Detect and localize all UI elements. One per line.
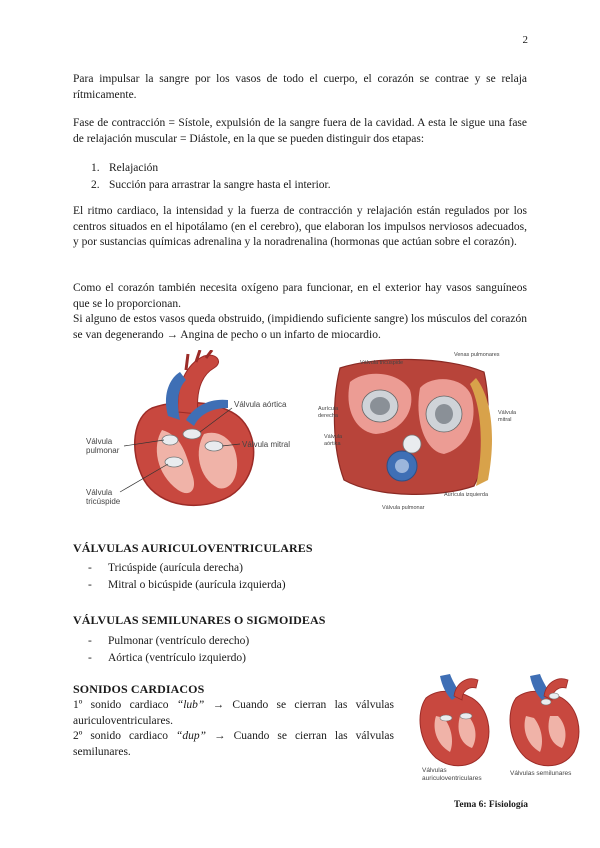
paragraph-text: Fase de contracción = Sístole, expulsión de la sangre fuera de la cavidad. A esta le sigue una fase de relajación muscular = Diástole, en la que se pueden distinguir dos etapas:: [73, 117, 527, 145]
sound-description: → Cuando se cierran las válvulas semilunares.: [73, 730, 394, 758]
valve-section-illustration: [316, 348, 528, 516]
heading-semilunar-valves: VÁLVULAS SEMILUNARES O SIGMOIDEAS: [73, 613, 326, 627]
paragraph-text: Si alguno de estos vasos queda obstruido, (impidiendo suficiente sangre) los músculos del corazón se van degenerando → Angina de pecho o un infarto de miocardio.: [73, 313, 527, 341]
label-aortic-valve-line2: aórtica: [324, 441, 341, 447]
list-text: Aórtica (ventrículo izquierdo): [108, 651, 246, 664]
label-pulmonary-valve-line1: Válvula: [86, 437, 113, 446]
heart-semilunar-valves-closed: [510, 674, 579, 766]
sound-word-dup: “dup”: [175, 730, 207, 742]
list-text: Relajación: [109, 162, 159, 174]
label-aortic-valve-line1: Válvula: [324, 434, 343, 440]
list-text: Pulmonar (ventrículo derecho): [108, 635, 250, 647]
second-sound: [73, 729, 394, 760]
paragraph-regulation: [73, 204, 527, 251]
valve-closed: [440, 715, 452, 721]
label-tricuspid-valve-line1: Válvula: [86, 488, 113, 497]
heart-cutaway-illustration: [82, 350, 307, 512]
label-right-atrium-line2: derecha: [318, 413, 338, 419]
paragraph-text: Para impulsar la sangre por los vasos de todo el cuerpo, el corazón se contrae y se relaja rítmicamente.: [73, 73, 527, 101]
sound-word-lub: “lub”: [176, 699, 205, 711]
semilunar-valves-list: [88, 633, 249, 666]
list-item: [73, 160, 331, 177]
pulmonary-valve: [162, 435, 178, 445]
first-sound: [73, 698, 394, 729]
page-number: 2: [522, 34, 528, 46]
valve-closed: [549, 693, 559, 699]
footer-title: Tema 6: Fisiología: [453, 800, 528, 810]
list-item: - Tricúspide (aurícula derecha): [88, 560, 286, 577]
list-text: Tricúspide (aurícula derecha): [108, 562, 243, 574]
label-pulmonary-valve: Válvula pulmonar: [382, 505, 425, 511]
list-item: [73, 177, 331, 194]
label-semilunar-valves: Válvulas semilunares: [510, 770, 572, 777]
list-number: 2.: [91, 179, 100, 191]
paragraph-intro: [73, 72, 527, 103]
mitral-valve-opening: [435, 404, 453, 424]
tricuspid-valve-opening: [370, 397, 390, 415]
sound-description: → Cuando se cierran las válvulas auriculoventriculares.: [73, 699, 394, 727]
sound-prefix: 2º sonido cardiaco: [73, 730, 176, 742]
av-valves-list: [88, 560, 286, 593]
label-pulmonary-valve-line2: pulmonar: [86, 446, 120, 455]
label-av-valves-line2: auriculoventriculares: [422, 775, 482, 782]
heart-sounds-text: [73, 698, 394, 760]
sound-prefix: 1º sonido cardiaco: [73, 699, 177, 711]
heading-heart-sounds: SONIDOS CARDIACOS: [73, 682, 205, 696]
list-text: Succión para arrastrar la sangre hasta el interior.: [109, 179, 331, 191]
valve-closed: [460, 713, 472, 719]
paragraph-text: El ritmo cardiaco, la intensidad y la fuerza de contracción y relajación están regulados por los centros situados en el hipotálamo (en el cerebro), que elaboran los impulsos nerviosos adecuados, y por sustancias químicas adrenalina y la noradrenalina (hormonas que actúan sobre el corazón).: [73, 205, 527, 248]
label-pulmonary-veins: Venas pulmonares: [454, 352, 500, 358]
heart-body: [420, 691, 489, 765]
label-mitral-valve-line1: Válvula: [498, 410, 517, 416]
label-mitral-valve: Válvula mitral: [242, 440, 291, 449]
label-left-atrium: Aurícula izquierda: [444, 492, 489, 498]
label-av-valves-line1: Válvulas: [422, 767, 447, 774]
list-number: 1.: [91, 162, 100, 174]
paragraph-oxygen: [73, 281, 527, 343]
phase-steps-list: [73, 160, 331, 194]
list-item: - Pulmonar (ventrículo derecho): [88, 633, 249, 650]
aortic-valve: [183, 429, 201, 439]
list-item: - Aórtica (ventrículo izquierdo): [88, 650, 249, 667]
list-text: Mitral o bicúspide (aurícula izquierda): [108, 578, 286, 591]
paragraph-text: Como el corazón también necesita oxígeno para funcionar, en el exterior hay vasos sanguíneos que se lo proporcionan.: [73, 282, 527, 310]
aortic-valve: [403, 435, 421, 453]
label-mitral-valve-line2: mitral: [498, 417, 512, 423]
heart-sounds-illustration: [412, 672, 590, 782]
mitral-valve: [205, 441, 223, 451]
heading-av-valves: VÁLVULAS AURICULOVENTRICULARES: [73, 541, 313, 555]
list-item: - Mitral o bicúspide (aurícula izquierda): [88, 577, 286, 594]
pulmonary-valve-opening: [395, 459, 409, 473]
label-right-atrium-line1: Aurícula: [318, 406, 339, 412]
heart-av-valves-closed: [420, 674, 489, 766]
paragraph-phases: [73, 116, 527, 147]
valve-closed: [541, 699, 551, 705]
label-tricuspid-valve-line2: tricúspide: [86, 497, 121, 506]
label-tricuspid-valve: Válvula tricúspide: [360, 360, 404, 366]
label-aortic-valve: Válvula aórtica: [234, 400, 287, 409]
tricuspid-valve: [165, 457, 183, 467]
